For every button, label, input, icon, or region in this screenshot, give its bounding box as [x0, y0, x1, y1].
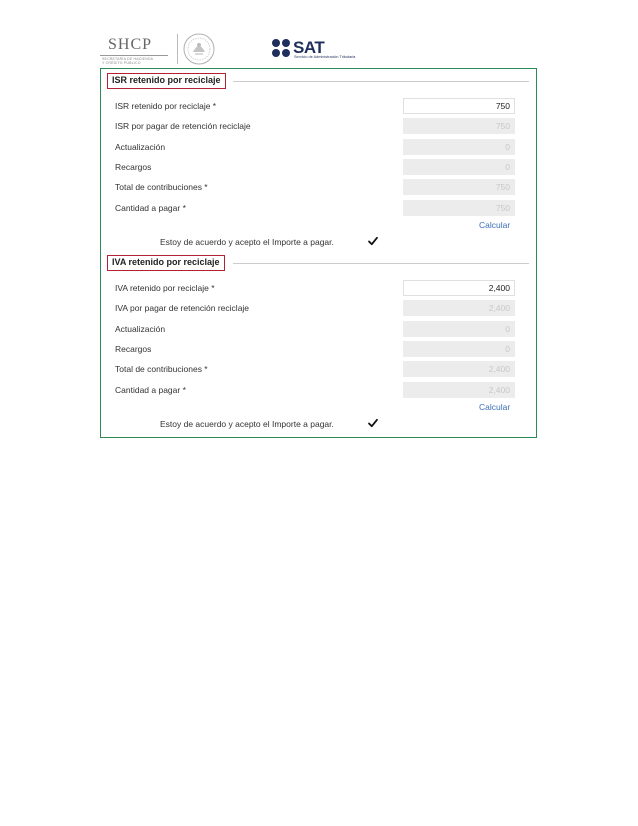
recycling-withholding-form [100, 68, 537, 438]
shcp-logo-title: SHCP [108, 36, 153, 53]
iva-total-field: 2,400 [403, 361, 515, 377]
isr-total-field: 750 [403, 179, 515, 195]
isr-agree-checkbox[interactable] [367, 235, 379, 247]
isr-calculate-link[interactable]: Calcular [479, 220, 511, 230]
iva-row-label-surcharges: Recargos [115, 344, 152, 354]
iva-payable-field: 2,400 [403, 300, 515, 316]
isr-update-field: 0 [403, 139, 515, 155]
iva-retained-input[interactable]: 2,400 [403, 280, 515, 296]
page-header [100, 30, 540, 70]
iva-row-label-total: Total de contribuciones * [115, 364, 208, 374]
iva-amount-due-field: 2,400 [403, 382, 515, 398]
iva-calculate-link[interactable]: Calcular [479, 402, 511, 412]
isr-amount-due-field: 750 [403, 200, 515, 216]
shcp-subtitle-line1: SECRETARÍA DE HACIENDA [102, 57, 154, 61]
sat-logo-subtitle: Servicio de Administración Tributaria [294, 55, 356, 59]
isr-row-label-update: Actualización [115, 142, 166, 152]
shcp-logo-subtitle [102, 57, 153, 65]
isr-section-title: ISR retenido por reciclaje [107, 73, 226, 89]
sat-logo [270, 38, 410, 62]
shcp-logo-rule [100, 55, 168, 56]
isr-row-label-surcharges: Recargos [115, 162, 152, 172]
iva-row-label-payable: IVA por pagar de retención reciclaje [115, 303, 250, 313]
iva-agree-label: Estoy de acuerdo y acepto el Importe a pagar. [160, 419, 334, 429]
iva-agree-checkbox[interactable] [367, 417, 379, 429]
isr-row-label-total: Total de contribuciones * [115, 182, 208, 192]
isr-row-label-retained: ISR retenido por reciclaje * [115, 101, 217, 111]
iva-update-field: 0 [403, 321, 515, 337]
isr-section-divider [233, 81, 529, 82]
sat-dots-icon [270, 38, 292, 60]
sat-logo-title: SAT [293, 38, 325, 57]
iva-section-divider [233, 263, 529, 264]
isr-payable-field: 750 [403, 118, 515, 134]
iva-row-label-amount-due: Cantidad a pagar * [115, 385, 186, 395]
isr-retained-input[interactable]: 750 [403, 98, 515, 114]
shcp-subtitle-line2: Y CRÉDITO PÚBLICO [102, 61, 141, 65]
isr-surcharges-field: 0 [403, 159, 515, 175]
iva-row-label-update: Actualización [115, 324, 166, 334]
logo-divider [177, 34, 178, 64]
shcp-logo [100, 36, 170, 66]
iva-row-label-retained: IVA retenido por reciclaje * [115, 283, 215, 293]
isr-row-label-payable: ISR por pagar de retención reciclaje [115, 121, 251, 131]
iva-surcharges-field: 0 [403, 341, 515, 357]
national-seal-icon [182, 32, 216, 66]
iva-section-title: IVA retenido por reciclaje [107, 255, 225, 271]
isr-row-label-amount-due: Cantidad a pagar * [115, 203, 186, 213]
isr-agree-label: Estoy de acuerdo y acepto el Importe a pagar. [160, 237, 334, 247]
